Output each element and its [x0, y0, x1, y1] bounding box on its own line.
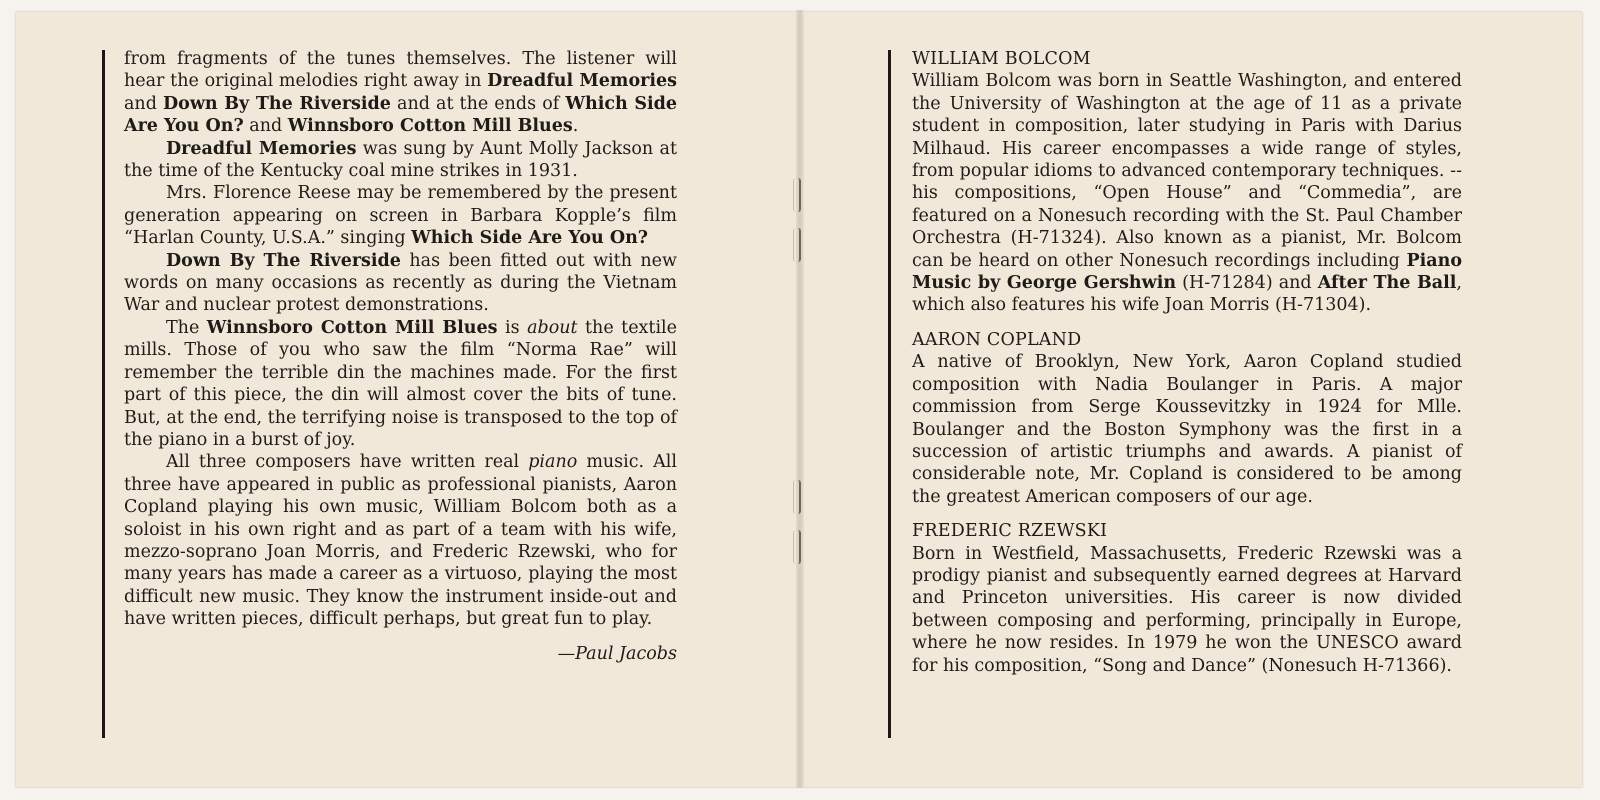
staple-icon — [793, 480, 801, 514]
text-run: is — [497, 317, 528, 338]
text-run: . — [572, 116, 579, 137]
text-run: A native of Brooklyn, New York, Aaron Copland studied composition with Nadia Boulanger in Paris. A major commission from Serge Koussevitzky in 1924 for Mlle. Boulanger and the Boston Symphony was the first in a succession of artistic triumphs and awards. A pianist of considerable note, Mr. Copland is considered to be among the greatest American composers of our age. — [912, 352, 1462, 507]
author-signature: —Paul Jacobs — [557, 643, 677, 664]
left-margin-rule — [102, 50, 105, 738]
paragraph — [124, 182, 677, 249]
text-run: has been fitted out with new words on many occasions as recently as during the Vietnam War and nuclear protest demonstrations. — [124, 250, 677, 316]
composer-bio-text — [912, 543, 1462, 677]
text-run: and — [243, 116, 288, 137]
paragraph — [124, 451, 677, 630]
text-run: Born in Westfield, Massachusetts, Frederic Rzewski was a prodigy pianist and subsequently earned degrees at Harvard and Princeton universities. His career is now divided between composing and performing, principally in Europe, where he now resides. In 1979 he won the UNESCO award for his composition, “Song and Dance” (Nonesuch H-71366). — [912, 543, 1462, 676]
italic-text: piano — [528, 452, 578, 473]
text-run: and at the ends of — [390, 93, 566, 114]
composer-bio — [912, 520, 1462, 677]
booklet-gutter — [796, 10, 804, 788]
staple-icon — [793, 530, 801, 564]
text-run: from fragments of the tunes themselves. The listener will hear the original melodies right away in — [124, 49, 677, 92]
staple-icon — [793, 228, 801, 262]
text-run: All three composers have written real — [166, 452, 529, 473]
text-run: Mrs. Florence Reese may be remembered by the present generation appearing on screen in Barbara Kopple’s film “Harlan County, U.S.A.” singing — [124, 183, 677, 249]
bold-title-text: Dreadful Memories — [166, 138, 357, 159]
composer-bio-text — [912, 351, 1462, 508]
bold-title-text: Which Side Are You On? — [411, 228, 649, 249]
text-run: William Bolcom was born in Seattle Washington, and entered the University of Washington at the age of 11 as a private student in composition, later studying in Paris with Darius Milhaud. His career encompasses a wide range of styles, from popular idioms to advanced contemporary techniques. -- his compositions, “Open House” and “Commedia”, are featured on a Nonesuch recording with the St. Paul Chamber Orchestra (H-71324). Also known as a pianist, Mr. Bolcom can be heard on other Nonesuch recordings including — [912, 71, 1462, 271]
text-run: and — [124, 93, 163, 114]
bold-title-text: Down By The Riverside — [166, 250, 401, 271]
bold-title-text: Down By The Riverside — [163, 93, 391, 114]
paragraph — [124, 250, 677, 317]
bold-title-text: Winnsboro Cotton Mill Blues — [287, 116, 573, 137]
right-margin-rule — [888, 50, 891, 738]
italic-text: about — [527, 317, 578, 338]
composer-name-heading: WILLIAM BOLCOM — [912, 49, 1091, 69]
bold-title-text: Piano Music by George Gershwin — [912, 250, 1462, 294]
bold-title-text: Dreadful Memories — [487, 71, 677, 92]
composer-name-heading: FREDERIC RZEWSKI — [912, 521, 1108, 542]
staple-icon — [793, 178, 801, 212]
bold-title-text: After The Ball — [1317, 273, 1457, 294]
text-run: was sung by Aunt Molly Jackson at the time of the Kentucky coal mine strikes in 1931. — [124, 138, 678, 182]
text-run: the textile mills. Those of you who saw the film “Norma Rae” will remember the terrible din the machines made. For the first part of this piece, the din will almost cover the bits of tune. But, at the end, the terrifying noise is transposed to the top of the piano in a burst of joy. — [124, 317, 677, 450]
text-run: , which also features his wife Joan Morris (H-71304). — [912, 273, 1462, 316]
paragraph — [124, 317, 677, 451]
bold-title-text: Which Side Are You On? — [124, 93, 677, 137]
right-column-text — [912, 48, 1462, 689]
composer-bio — [912, 329, 1462, 508]
paragraph — [124, 138, 677, 183]
composer-bio-text — [912, 70, 1462, 316]
text-run: The — [166, 317, 207, 338]
left-column-text — [124, 48, 677, 665]
paragraph — [124, 48, 677, 138]
text-run: (H-71284) and — [1176, 273, 1318, 294]
text-run: music. All three have appeared in public as professional pianists, Aaron Copland playing his own music, William Bolcom both as a soloist in his own right and as part of a team with his wife, mezzo-soprano Joan Morris, and Frederic Rzewski, who for many years has made a career as a virtuoso, playing the most difficult new music. They know the instrument inside-out and have written pieces, difficult perhaps, but great fun to play. — [124, 452, 678, 630]
composer-bio — [912, 48, 1462, 317]
composer-name-heading: AARON COPLAND — [912, 329, 1082, 350]
bold-title-text: Winnsboro Cotton Mill Blues — [206, 317, 498, 338]
